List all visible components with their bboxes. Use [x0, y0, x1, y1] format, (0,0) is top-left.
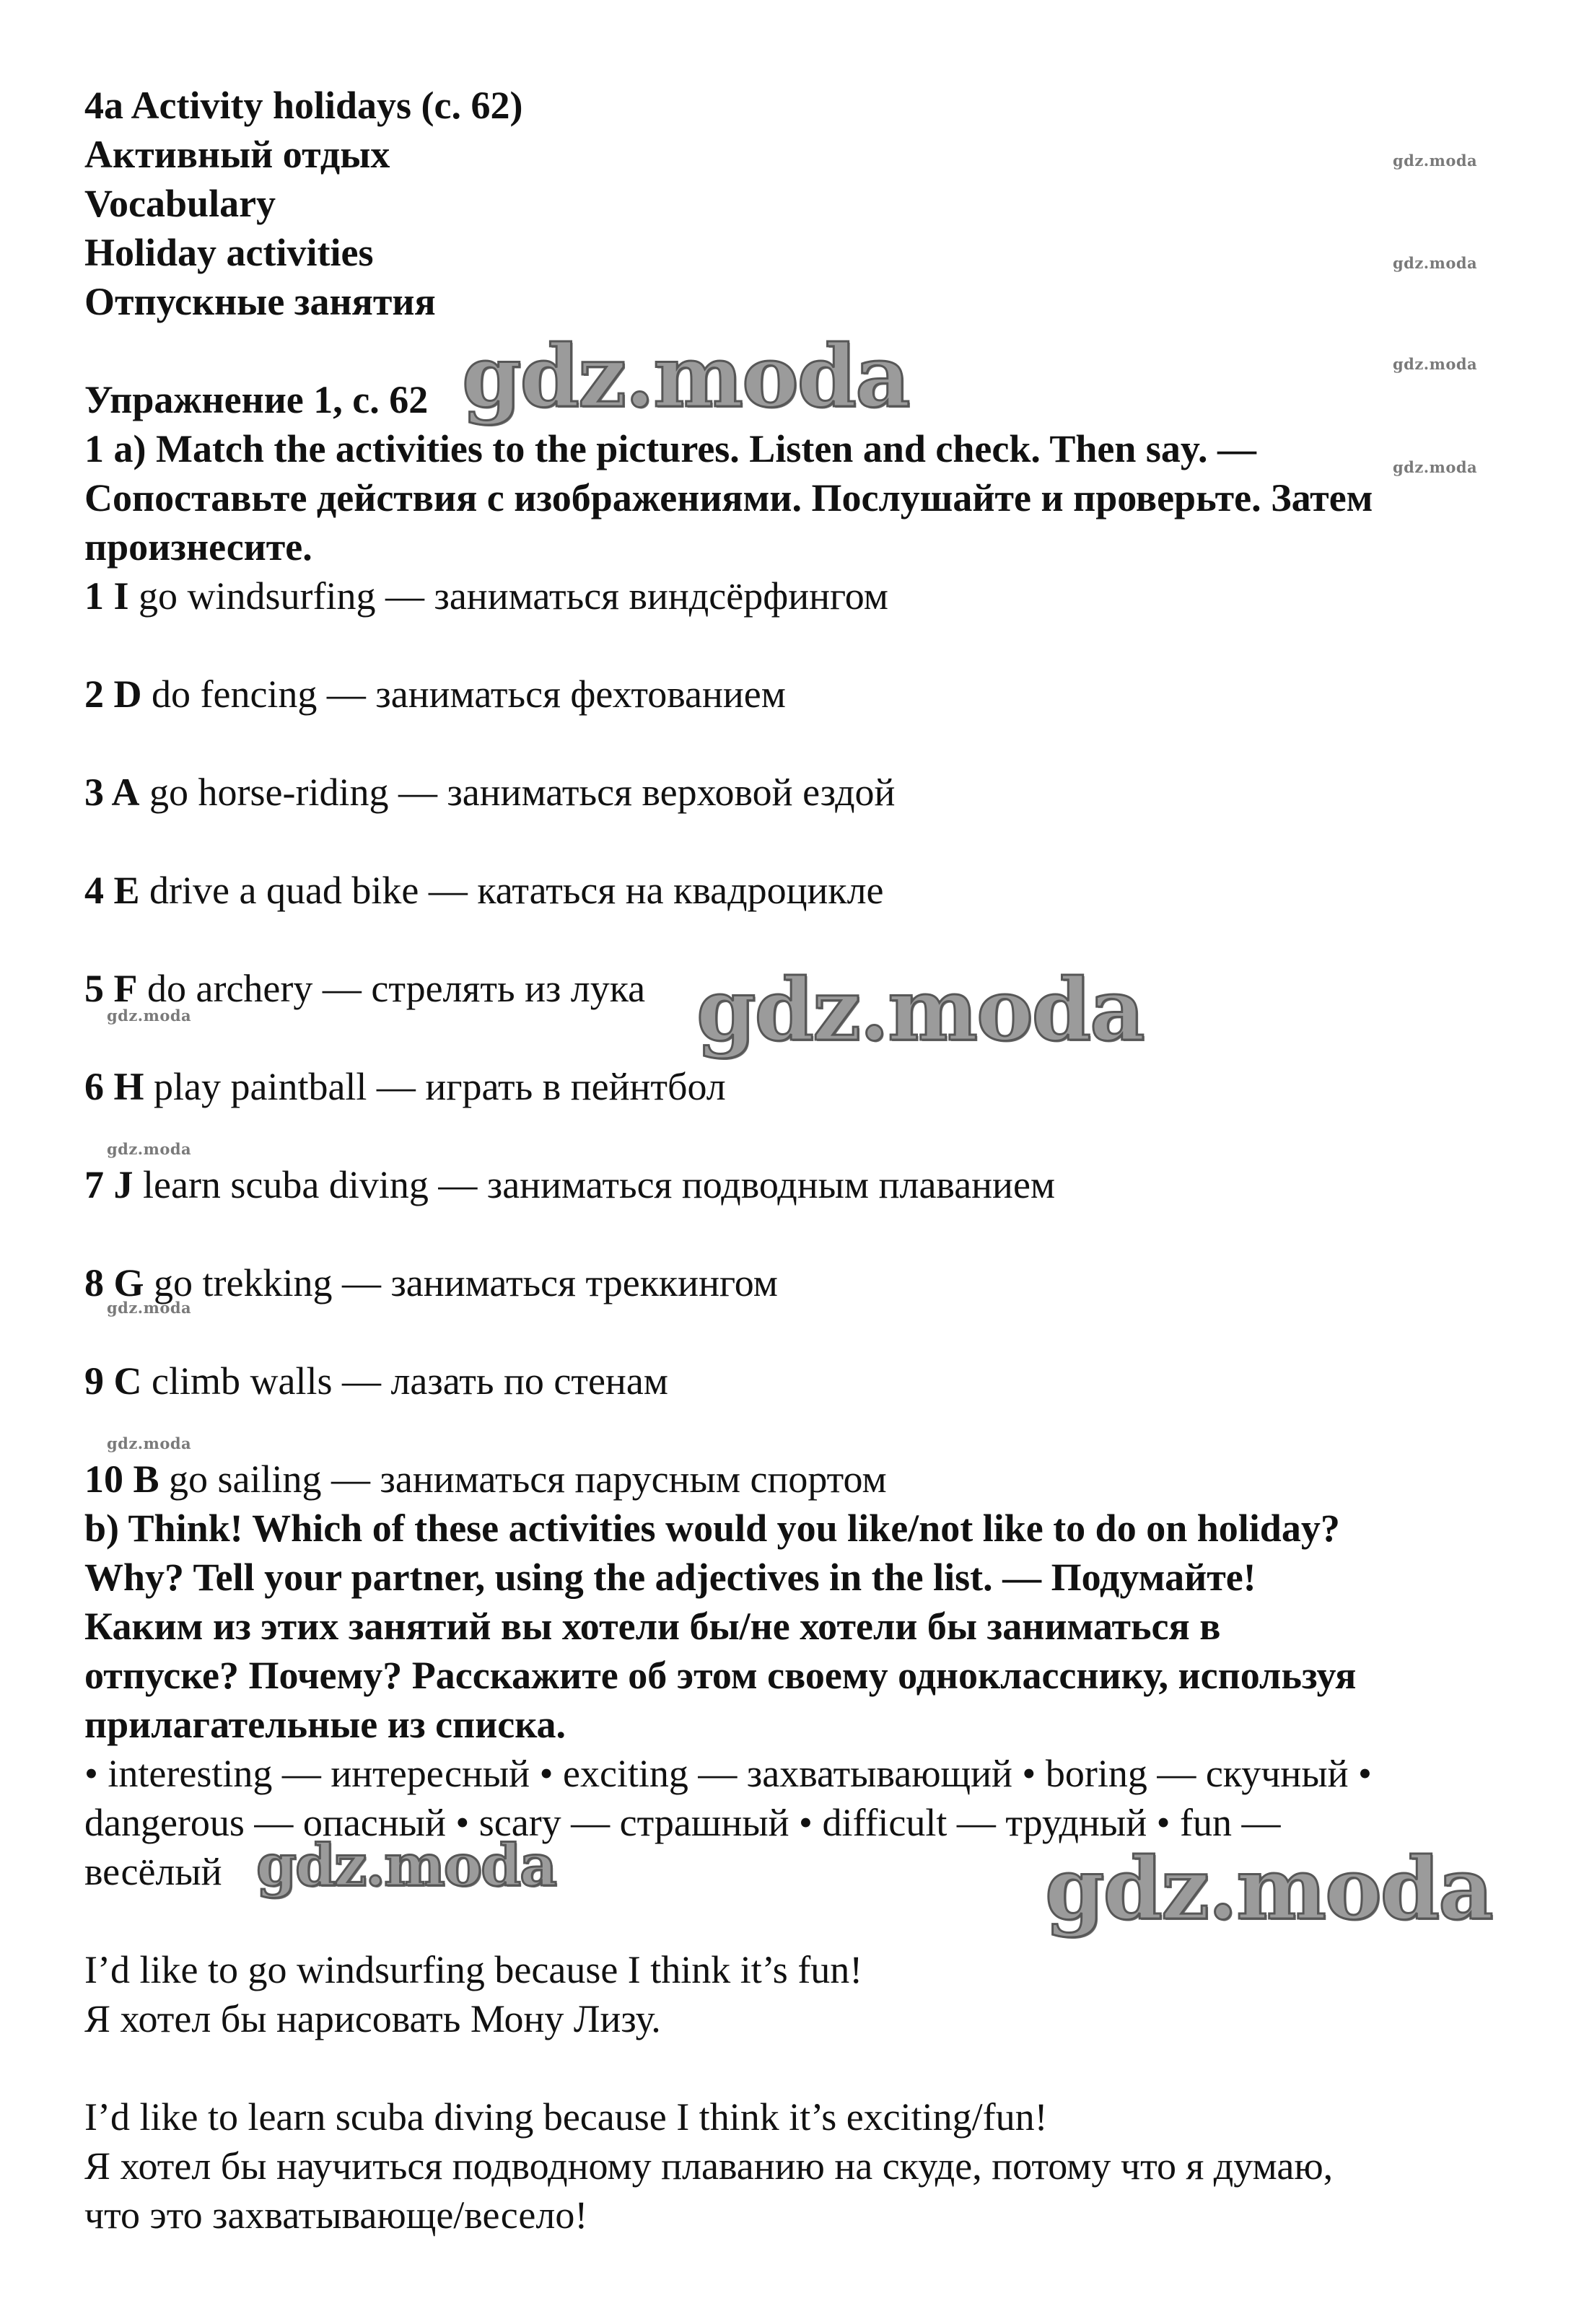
- answer-text: do archery — стрелять из лука: [137, 967, 646, 1010]
- task-a-line-3: произнесите.: [84, 525, 312, 569]
- watermark-small: gdz.moda: [1393, 152, 1478, 170]
- task-a-line-2: Сопоставьте действия с изображениями. Послушайте и проверьте. Затем: [84, 476, 1373, 519]
- watermark-small: gdz.moda: [1393, 458, 1478, 476]
- watermark-small: gdz.moda: [107, 1007, 192, 1025]
- example-en-1: I’d like to go windsurfing because I think it’s fun!: [84, 1948, 863, 1991]
- watermark-small: gdz.moda: [107, 1299, 192, 1317]
- answer-item: [84, 571, 888, 621]
- topic-label-ru: Отпускные занятия: [84, 280, 436, 323]
- answer-item: [84, 1160, 1055, 1209]
- topic-label: Holiday activities: [84, 231, 374, 274]
- answer-item: [84, 1062, 726, 1111]
- example-ru-2a: Я хотел бы научиться подводному плаванию на скуде, потому что я думаю,: [84, 2144, 1334, 2188]
- answer-key: 6 H: [84, 1065, 144, 1108]
- answer-text: drive a quad bike — кататься на квадроцикле: [139, 869, 884, 912]
- answer-item: [84, 866, 884, 915]
- task-b-line-4: отпуске? Почему? Расскажите об этом своему однокласснику, используя: [84, 1654, 1357, 1697]
- task-b-line-2: Why? Tell your partner, using the adjectives in the list. — Подумайте!: [84, 1556, 1256, 1599]
- adjectives-line-3: весёлый: [84, 1850, 222, 1893]
- answer-key: 3 A: [84, 771, 140, 814]
- example-ru-1: Я хотел бы нарисовать Мону Лизу.: [84, 1997, 661, 2040]
- task-a-line-1: 1 a) Match the activities to the pictures. Listen and check. Then say. —: [84, 427, 1256, 470]
- answer-text: learn scuba diving — заниматься подводным плаванием: [133, 1163, 1056, 1206]
- answer-key: 5 F: [84, 967, 138, 1010]
- answer-text: climb walls — лазать по стенам: [141, 1359, 668, 1403]
- watermark-large: gdz.moda: [462, 326, 909, 426]
- answer-item: [84, 1356, 668, 1406]
- watermark-large: gdz.moda: [256, 1831, 556, 1899]
- task-b-line-1: b) Think! Which of these activities would you like/not like to do on holiday?: [84, 1507, 1340, 1550]
- answer-text: go sailing — заниматься парусным спортом: [159, 1457, 887, 1501]
- answer-key: 8 G: [84, 1261, 144, 1304]
- answer-text: do fencing — заниматься фехтованием: [141, 672, 786, 716]
- page-title-ru: Активный отдых: [84, 133, 390, 176]
- section-label: Vocabulary: [84, 182, 276, 225]
- answer-key: 4 E: [84, 869, 140, 912]
- answer-text: go horse-riding — заниматься верховой ездой: [139, 771, 896, 814]
- answer-item: [84, 670, 786, 719]
- task-b-line-3: Каким из этих занятий вы хотели бы/не хотели бы заниматься в: [84, 1605, 1221, 1648]
- adjectives-line-2: dangerous — опасный • scary — страшный • difficult — трудный • fun —: [84, 1801, 1281, 1844]
- answer-item: [84, 1455, 887, 1504]
- watermark-large: gdz.moda: [696, 960, 1144, 1060]
- answer-text: go trekking — заниматься треккингом: [144, 1261, 778, 1304]
- answer-text: play paintball — играть в пейнтбол: [144, 1065, 726, 1108]
- answer-key: 9 C: [84, 1359, 142, 1403]
- answer-key: 7 J: [84, 1163, 134, 1206]
- answer-item: [84, 964, 645, 1013]
- answer-key: 1 I: [84, 574, 129, 618]
- watermark-large: gdz.moda: [1045, 1838, 1492, 1939]
- watermark-small: gdz.moda: [107, 1434, 192, 1452]
- watermark-small: gdz.moda: [1393, 254, 1478, 272]
- example-ru-2b: что это захватывающе/весело!: [84, 2193, 588, 2237]
- watermark-small: gdz.moda: [1393, 355, 1478, 373]
- watermark-small: gdz.moda: [107, 1140, 192, 1158]
- answer-key: 10 B: [84, 1457, 159, 1501]
- adjectives-line-1: • interesting — интересный • exciting — захватывающий • boring — скучный •: [84, 1752, 1372, 1795]
- exercise-heading: Упражнение 1, с. 62: [84, 378, 429, 421]
- answer-key: 2 D: [84, 672, 142, 716]
- example-en-2: I’d like to learn scuba diving because I think it’s exciting/fun!: [84, 2095, 1048, 2139]
- page-title: 4a Activity holidays (с. 62): [84, 84, 523, 127]
- task-b-line-5: прилагательные из списка.: [84, 1703, 566, 1746]
- answer-text: go windsurfing — заниматься виндсёрфингом: [128, 574, 888, 618]
- answer-item: [84, 768, 895, 817]
